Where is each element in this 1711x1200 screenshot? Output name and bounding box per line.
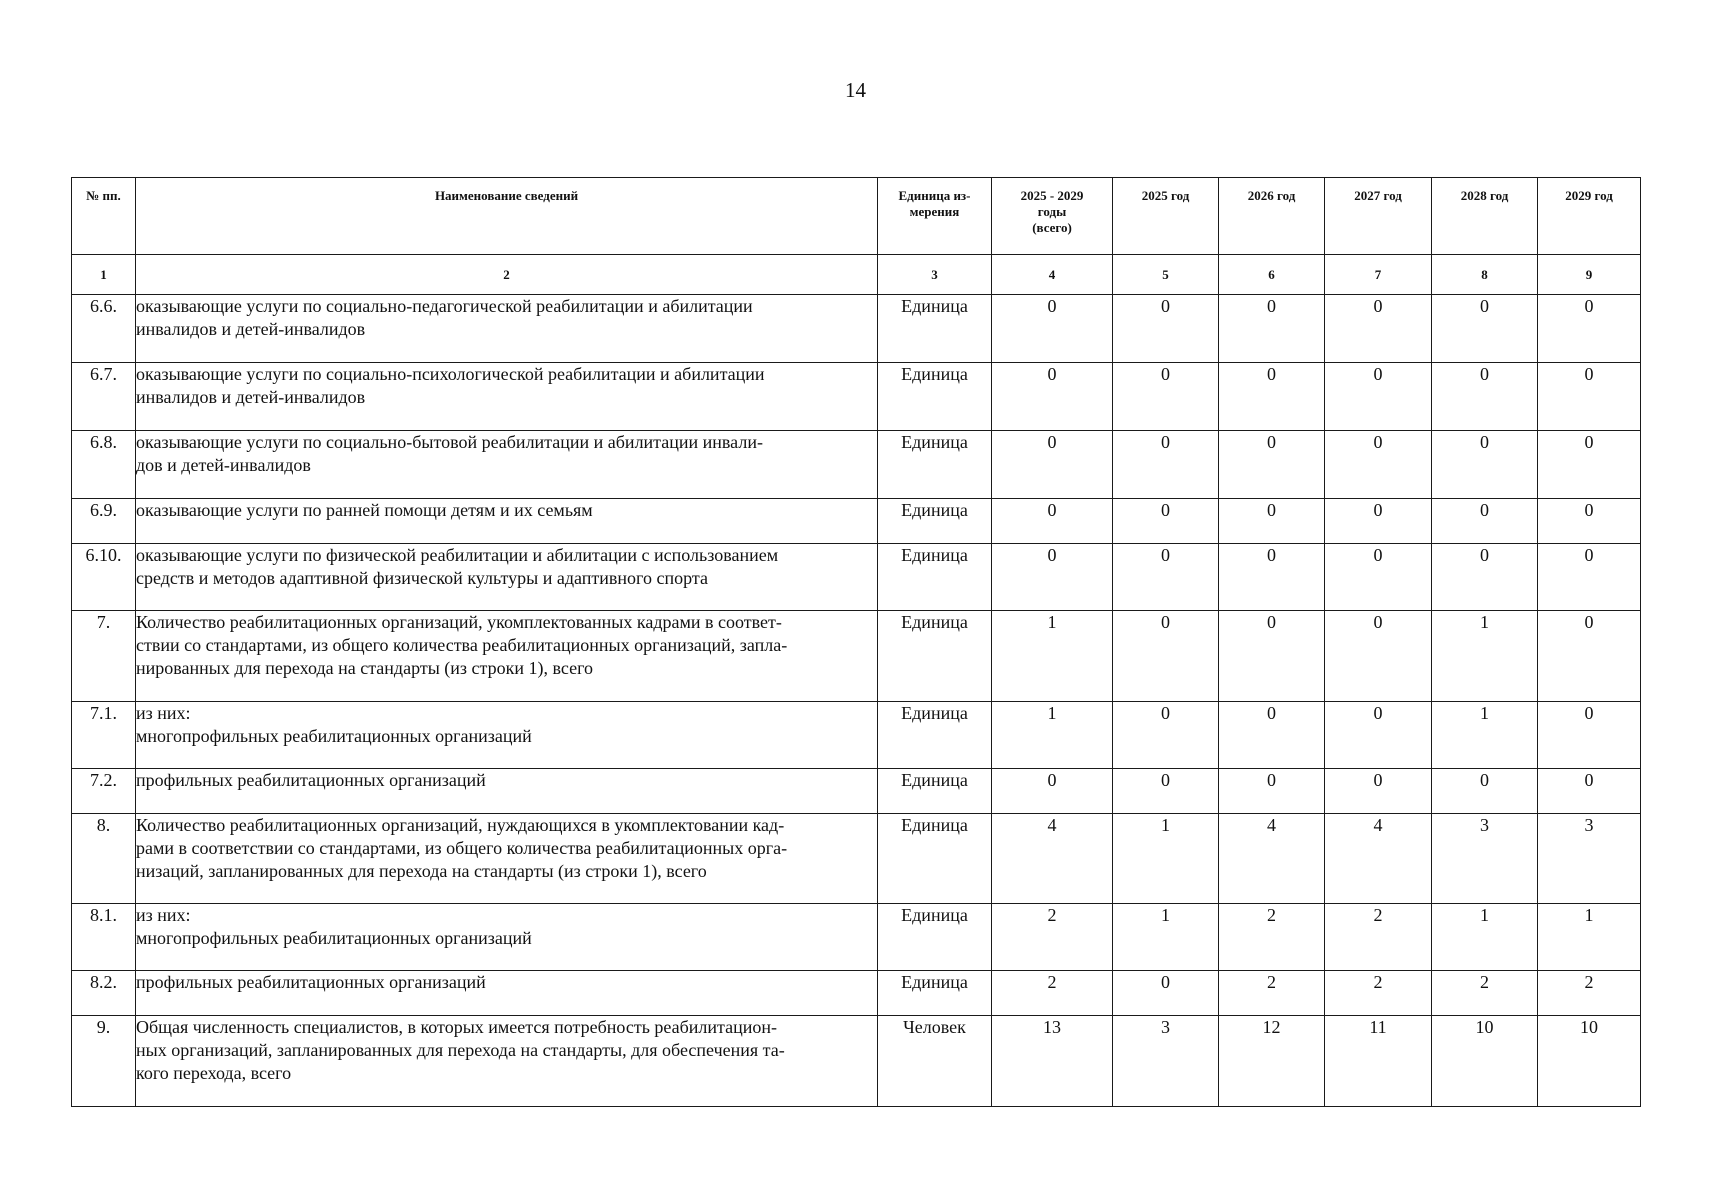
header-total-line: 2025 - 2029 xyxy=(1020,188,1084,203)
value-total: 0 xyxy=(992,363,1113,431)
value-2029: 0 xyxy=(1538,363,1641,431)
value-2025: 0 xyxy=(1113,295,1219,363)
row-name-line: оказывающие услуги по ранней помощи детям и их семьям xyxy=(136,500,593,520)
row-name-line: низаций, запланированных для перехода на стандарты (из строки 1), всего xyxy=(136,861,707,881)
column-index-cell: 1 xyxy=(72,255,136,295)
row-number: 6.8. xyxy=(72,431,136,499)
value-total: 0 xyxy=(992,544,1113,611)
value-2027: 0 xyxy=(1325,702,1432,769)
value-2028: 1 xyxy=(1432,611,1538,702)
row-name xyxy=(136,544,878,611)
column-index-cell: 7 xyxy=(1325,255,1432,295)
column-index-cell: 3 xyxy=(878,255,992,295)
value-2027: 2 xyxy=(1325,904,1432,971)
value-2027: 0 xyxy=(1325,769,1432,814)
table-row xyxy=(72,431,1641,499)
value-2027: 0 xyxy=(1325,363,1432,431)
header-unit-line: мерения xyxy=(909,204,960,219)
column-index-row xyxy=(72,255,1641,295)
value-total: 0 xyxy=(992,431,1113,499)
value-2028: 0 xyxy=(1432,544,1538,611)
row-name-line: многопрофильных реабилитационных организаций xyxy=(136,928,532,948)
value-2025: 0 xyxy=(1113,363,1219,431)
value-total: 1 xyxy=(992,702,1113,769)
value-2026: 0 xyxy=(1219,363,1325,431)
value-2027: 0 xyxy=(1325,499,1432,544)
row-name xyxy=(136,611,878,702)
header-total-line: (всего) xyxy=(1032,220,1072,235)
header-total-line: годы xyxy=(1037,204,1067,219)
value-2026: 0 xyxy=(1219,499,1325,544)
value-2028: 2 xyxy=(1432,971,1538,1016)
row-name-line: инвалидов и детей-инвалидов xyxy=(136,319,366,339)
row-number: 6.10. xyxy=(72,544,136,611)
value-total: 2 xyxy=(992,904,1113,971)
header-num: № пп. xyxy=(72,178,136,255)
row-unit: Единица xyxy=(878,814,992,904)
row-name-line: Количество реабилитационных организаций, укомплектованных кадрами в соответ- xyxy=(136,612,782,632)
value-2029: 0 xyxy=(1538,611,1641,702)
value-2029: 0 xyxy=(1538,431,1641,499)
value-total: 13 xyxy=(992,1016,1113,1107)
value-2026: 12 xyxy=(1219,1016,1325,1107)
value-2025: 0 xyxy=(1113,611,1219,702)
row-name xyxy=(136,295,878,363)
value-2027: 2 xyxy=(1325,971,1432,1016)
row-name-line: оказывающие услуги по социально-психологической реабилитации и абилитации xyxy=(136,364,765,384)
column-index-cell: 5 xyxy=(1113,255,1219,295)
table-row xyxy=(72,702,1641,769)
table-row xyxy=(72,814,1641,904)
row-unit: Единица xyxy=(878,499,992,544)
row-number: 8.1. xyxy=(72,904,136,971)
value-2027: 0 xyxy=(1325,295,1432,363)
value-2029: 0 xyxy=(1538,295,1641,363)
header-unit-line: Единица из- xyxy=(898,188,971,203)
value-2025: 3 xyxy=(1113,1016,1219,1107)
value-total: 0 xyxy=(992,769,1113,814)
row-name-line: оказывающие услуги по физической реабилитации и абилитации с использованием xyxy=(136,545,779,565)
value-2026: 2 xyxy=(1219,904,1325,971)
value-total: 0 xyxy=(992,499,1113,544)
value-2027: 11 xyxy=(1325,1016,1432,1107)
column-index-cell: 6 xyxy=(1219,255,1325,295)
table-row xyxy=(72,499,1641,544)
value-2025: 0 xyxy=(1113,499,1219,544)
row-name-line: рами в соответствии со стандартами, из общего количества реабилитационных орга- xyxy=(136,838,788,858)
row-name-line: средств и методов адаптивной физической культуры и адаптивного спорта xyxy=(136,568,708,588)
value-total: 2 xyxy=(992,971,1113,1016)
row-unit: Единица xyxy=(878,611,992,702)
value-2028: 0 xyxy=(1432,431,1538,499)
value-2028: 1 xyxy=(1432,904,1538,971)
table-row xyxy=(72,1016,1641,1107)
table-row xyxy=(72,295,1641,363)
row-unit: Единица xyxy=(878,904,992,971)
value-2026: 0 xyxy=(1219,295,1325,363)
row-unit: Единица xyxy=(878,971,992,1016)
row-name-line: инвалидов и детей-инвалидов xyxy=(136,387,366,407)
value-2029: 0 xyxy=(1538,702,1641,769)
value-2026: 4 xyxy=(1219,814,1325,904)
value-2028: 0 xyxy=(1432,295,1538,363)
column-index-cell: 8 xyxy=(1432,255,1538,295)
value-2025: 1 xyxy=(1113,904,1219,971)
row-number: 6.6. xyxy=(72,295,136,363)
row-name-line: дов и детей-инвалидов xyxy=(136,455,311,475)
row-unit: Единица xyxy=(878,544,992,611)
value-2026: 0 xyxy=(1219,431,1325,499)
row-number: 7.2. xyxy=(72,769,136,814)
row-name xyxy=(136,971,878,1016)
value-2025: 0 xyxy=(1113,702,1219,769)
row-number: 8. xyxy=(72,814,136,904)
table-body xyxy=(72,295,1641,1107)
row-name-line: из них: xyxy=(136,905,191,925)
header-name: Наименование сведений xyxy=(136,178,878,255)
header-total xyxy=(992,178,1113,255)
table-row xyxy=(72,971,1641,1016)
row-name-line: кого перехода, всего xyxy=(136,1063,292,1083)
table-row xyxy=(72,544,1641,611)
row-number: 6.7. xyxy=(72,363,136,431)
row-name-line: ствии со стандартами, из общего количества реабилитационных организаций, запла- xyxy=(136,635,788,655)
value-2028: 0 xyxy=(1432,363,1538,431)
value-2025: 0 xyxy=(1113,769,1219,814)
header-2025: 2025 год xyxy=(1113,178,1219,255)
table-row xyxy=(72,611,1641,702)
row-unit: Единица xyxy=(878,363,992,431)
value-total: 4 xyxy=(992,814,1113,904)
value-2025: 0 xyxy=(1113,431,1219,499)
value-2027: 0 xyxy=(1325,544,1432,611)
data-table xyxy=(71,177,1641,1107)
row-unit: Единица xyxy=(878,702,992,769)
row-number: 7.1. xyxy=(72,702,136,769)
row-name xyxy=(136,431,878,499)
row-unit: Единица xyxy=(878,431,992,499)
value-2025: 0 xyxy=(1113,971,1219,1016)
header-unit xyxy=(878,178,992,255)
row-name xyxy=(136,1016,878,1107)
header-2028: 2028 год xyxy=(1432,178,1538,255)
value-2029: 10 xyxy=(1538,1016,1641,1107)
value-2027: 4 xyxy=(1325,814,1432,904)
value-2028: 0 xyxy=(1432,499,1538,544)
value-2026: 0 xyxy=(1219,611,1325,702)
row-number: 8.2. xyxy=(72,971,136,1016)
row-name-line: многопрофильных реабилитационных организаций xyxy=(136,726,532,746)
row-number: 6.9. xyxy=(72,499,136,544)
header-2027: 2027 год xyxy=(1325,178,1432,255)
row-name-line: ных организаций, запланированных для перехода на стандарты, для обеспечения та- xyxy=(136,1040,785,1060)
row-unit: Единица xyxy=(878,295,992,363)
value-total: 1 xyxy=(992,611,1113,702)
value-2028: 1 xyxy=(1432,702,1538,769)
row-name-line: нированных для перехода на стандарты (из строки 1), всего xyxy=(136,658,594,678)
row-unit: Человек xyxy=(878,1016,992,1107)
row-name xyxy=(136,363,878,431)
value-2029: 3 xyxy=(1538,814,1641,904)
row-name-line: оказывающие услуги по социально-педагогической реабилитации и абилитации xyxy=(136,296,753,316)
row-name-line: профильных реабилитационных организаций xyxy=(136,972,486,992)
row-number: 9. xyxy=(72,1016,136,1107)
table-row xyxy=(72,904,1641,971)
column-index-cell: 9 xyxy=(1538,255,1641,295)
row-name-line: Общая численность специалистов, в которых имеется потребность реабилитацион- xyxy=(136,1017,777,1037)
value-2029: 0 xyxy=(1538,544,1641,611)
row-name-line: Количество реабилитационных организаций, нуждающихся в укомплектовании кад- xyxy=(136,815,785,835)
value-2029: 0 xyxy=(1538,769,1641,814)
page-number: 14 xyxy=(845,78,866,102)
row-name-line: из них: xyxy=(136,703,191,723)
value-total: 0 xyxy=(992,295,1113,363)
table-row xyxy=(72,363,1641,431)
row-name xyxy=(136,499,878,544)
row-unit: Единица xyxy=(878,769,992,814)
value-2027: 0 xyxy=(1325,611,1432,702)
value-2026: 0 xyxy=(1219,544,1325,611)
row-name xyxy=(136,814,878,904)
row-name xyxy=(136,769,878,814)
value-2025: 1 xyxy=(1113,814,1219,904)
row-name-line: профильных реабилитационных организаций xyxy=(136,770,486,790)
value-2026: 0 xyxy=(1219,769,1325,814)
row-number: 7. xyxy=(72,611,136,702)
value-2029: 2 xyxy=(1538,971,1641,1016)
value-2026: 0 xyxy=(1219,702,1325,769)
header-2029: 2029 год xyxy=(1538,178,1641,255)
header-2026: 2026 год xyxy=(1219,178,1325,255)
row-name xyxy=(136,904,878,971)
value-2027: 0 xyxy=(1325,431,1432,499)
value-2026: 2 xyxy=(1219,971,1325,1016)
value-2029: 1 xyxy=(1538,904,1641,971)
header-row xyxy=(72,178,1641,255)
value-2029: 0 xyxy=(1538,499,1641,544)
column-index-cell: 4 xyxy=(992,255,1113,295)
value-2028: 10 xyxy=(1432,1016,1538,1107)
row-name xyxy=(136,702,878,769)
value-2028: 3 xyxy=(1432,814,1538,904)
value-2028: 0 xyxy=(1432,769,1538,814)
column-index-cell: 2 xyxy=(136,255,878,295)
table-row xyxy=(72,769,1641,814)
row-name-line: оказывающие услуги по социально-бытовой реабилитации и абилитации инвали- xyxy=(136,432,763,452)
value-2025: 0 xyxy=(1113,544,1219,611)
